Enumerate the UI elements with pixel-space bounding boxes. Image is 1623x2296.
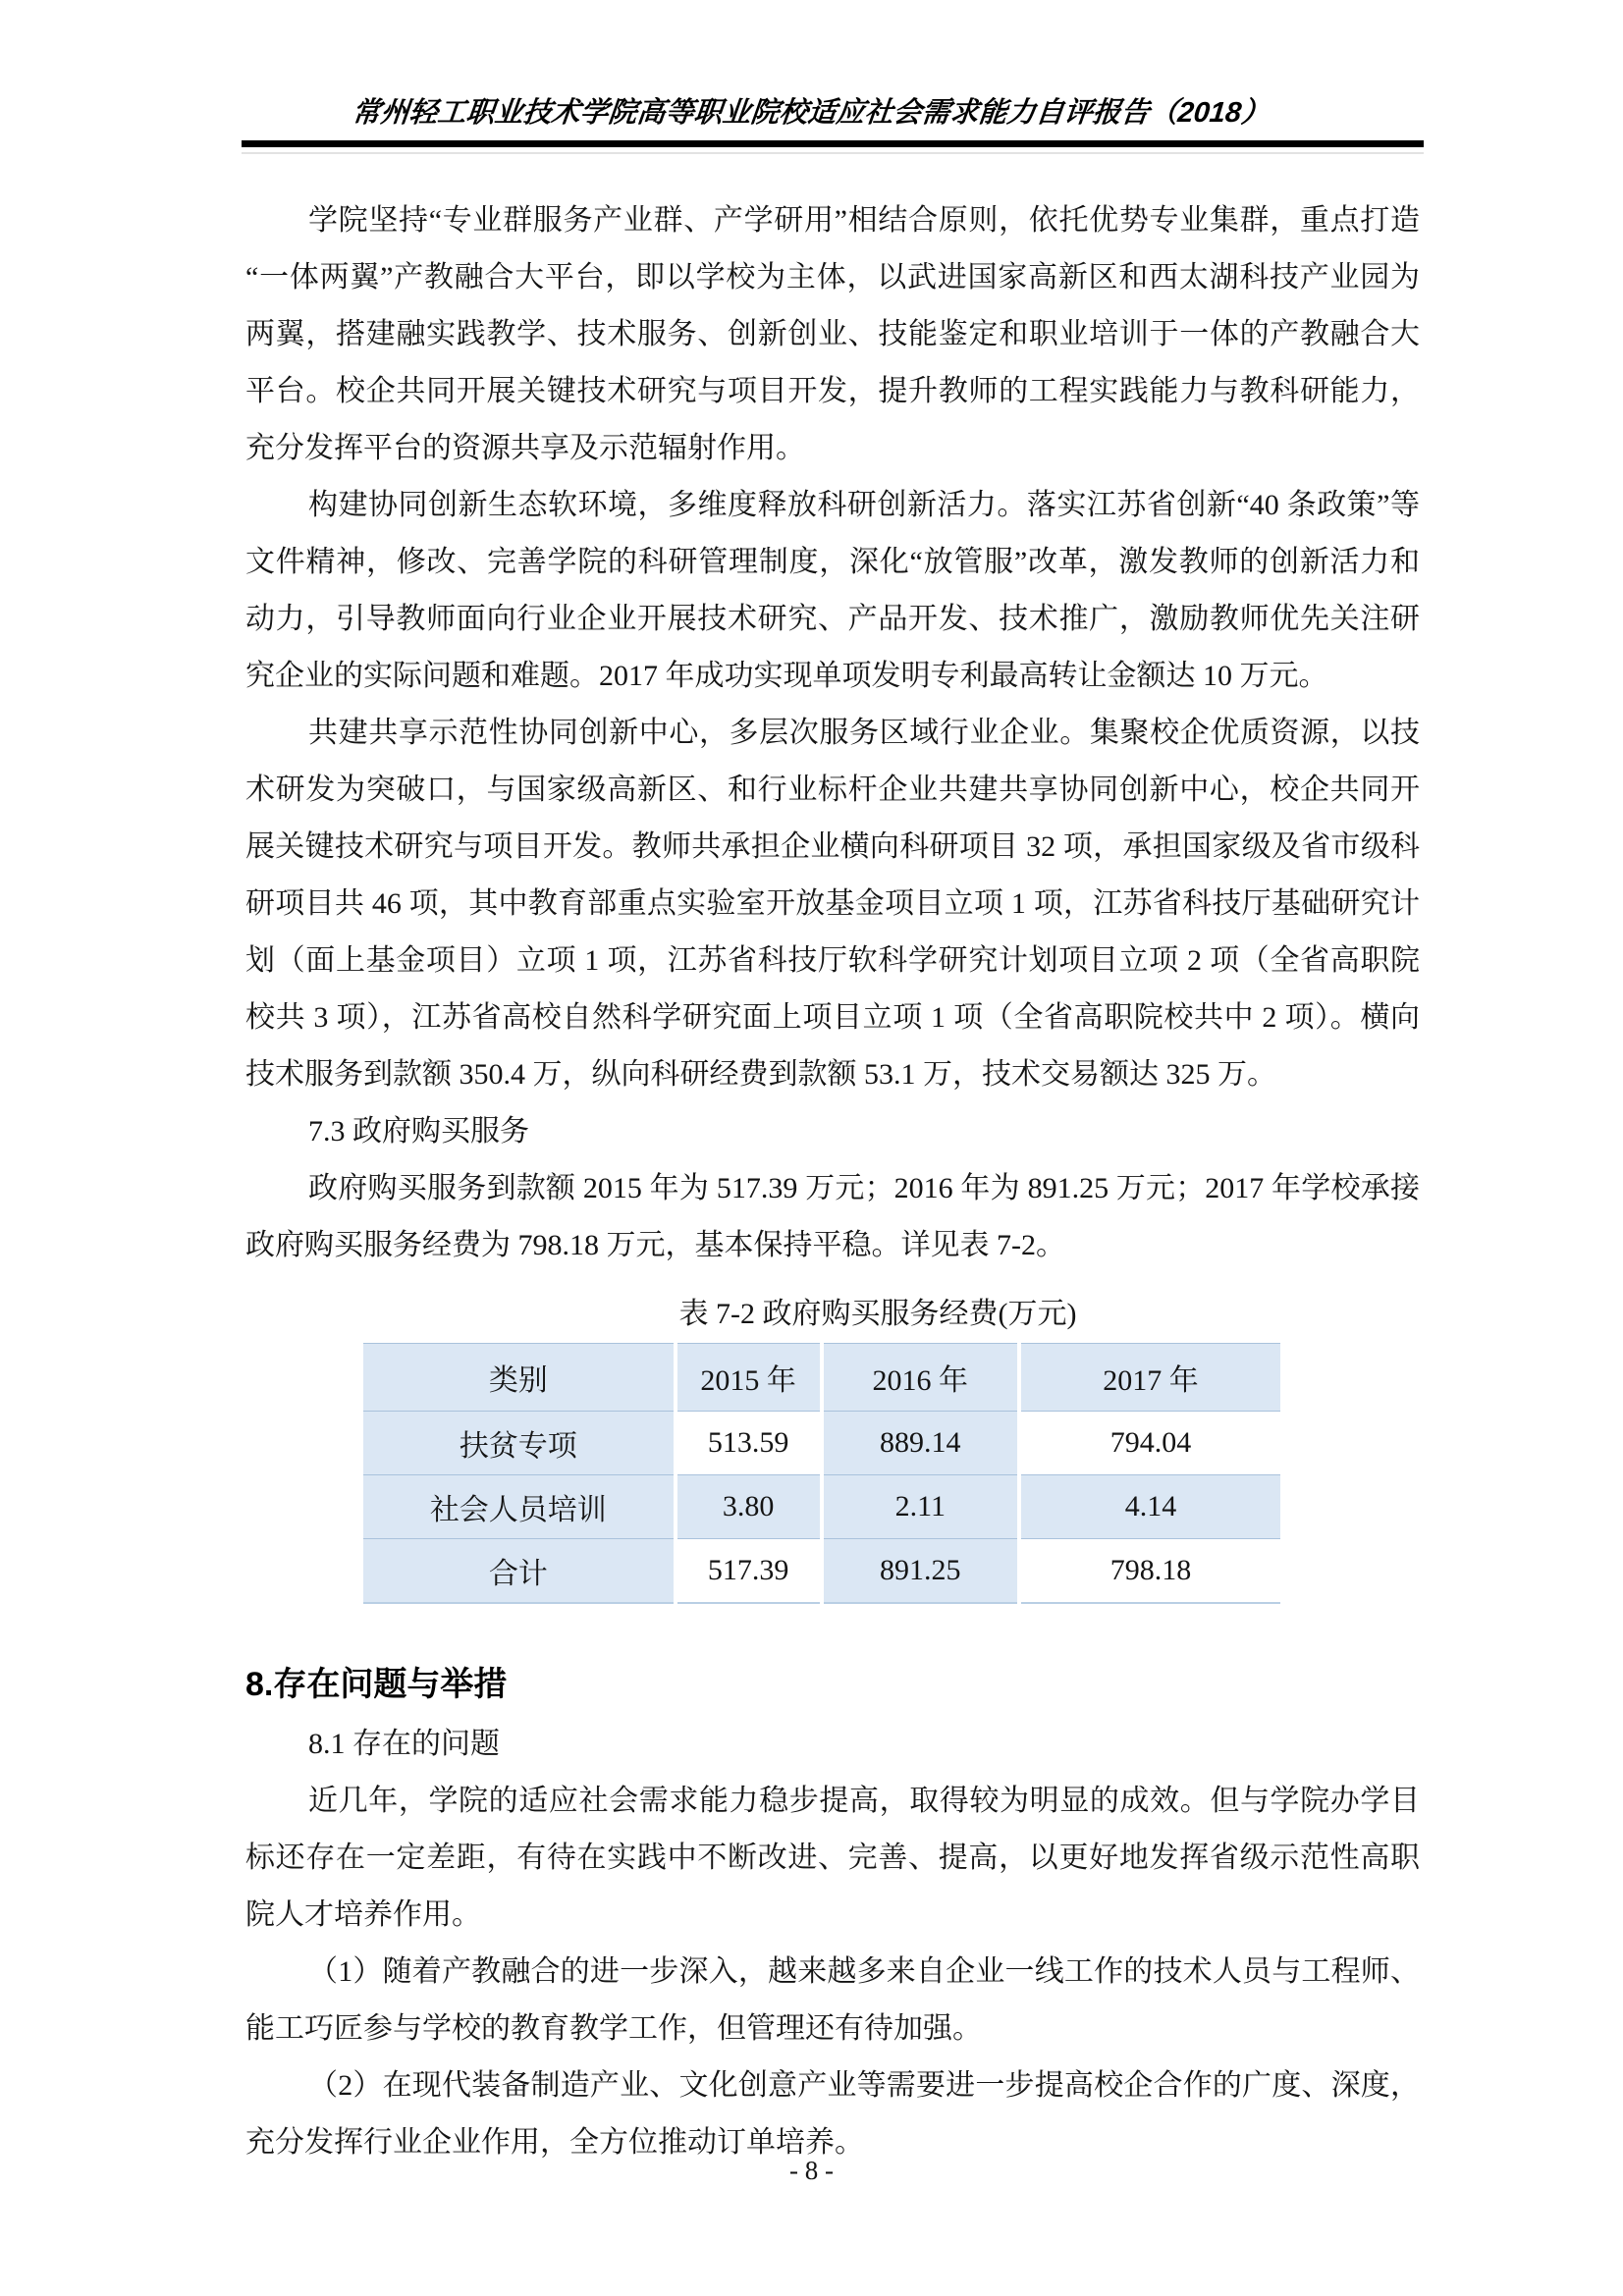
document-title: 常州轻工职业技术学院高等职业院校适应社会需求能力自评报告（2018）	[351, 97, 1272, 129]
column-header-category: 类别	[363, 1343, 674, 1411]
gov-purchase-table	[359, 1343, 1284, 1604]
page-number: - 8 -	[789, 2156, 834, 2185]
table-row-total	[363, 1538, 1280, 1604]
cell-2017: 798.18	[1021, 1538, 1280, 1604]
paragraph-gov-purchase: 政府购买服务到款额 2015 年为 517.39 万元；2016 年为 891.25 万元；2017 年学校承接政府购买服务经费为 798.18 万元，基本保持平稳。详见表 7-2。	[245, 1172, 1420, 1261]
cell-2015: 3.80	[677, 1474, 820, 1538]
table-row-poverty-relief	[363, 1411, 1280, 1474]
paragraph-innovation-env: 构建协同创新生态软环境，多维度释放科研创新活力。落实江苏省创新“40 条政策”等文件精神，修改、完善学院的科研管理制度，深化“放管服”改革，激发教师的创新活力和动力，引导教师面向行业企业开展技术研究、产品开发、技术推广，激励教师优先关注研究企业的实际问题和难题。2017 年成功实现单项发明专利最高转让金额达 10 万元。	[245, 489, 1420, 692]
paragraph-platform: 学院坚持“专业群服务产业群、产学研用”相结合原则，依托优势专业集群，重点打造“一体两翼”产教融合大平台，即以学校为主体，以武进国家高新区和西太湖科技产业园为两翼，搭建融实践教学、技术服务、创新创业、技能鉴定和职业培训于一体的产教融合大平台。校企共同开展关键技术研究与项目开发，提升教师的工程实践能力与教科研能力，充分发挥平台的资源共享及示范辐射作用。	[245, 204, 1420, 464]
cell-2016: 2.11	[824, 1474, 1018, 1538]
column-header-2017: 2017 年	[1021, 1343, 1280, 1411]
paragraph-problems-overview: 近几年，学院的适应社会需求能力稳步提高，取得较为明显的成效。但与学院办学目标还存在一定差距，有待在实践中不断改进、完善、提高，以更好地发挥省级示范性高职院人才培养作用。	[245, 1785, 1420, 1931]
cell-2017: 4.14	[1021, 1474, 1280, 1538]
table-caption: 表 7-2 政府购买服务经费(万元)	[678, 1298, 1077, 1330]
table-row-social-training	[363, 1474, 1280, 1538]
paragraph-problem-2: （2）在现代装备制造产业、文化创意产业等需要进一步提高校企合作的广度、深度，充分发挥行业企业作用，全方位推动订单培养。	[245, 2069, 1420, 2159]
cell-2016: 889.14	[824, 1411, 1018, 1474]
cell-2015: 517.39	[677, 1538, 820, 1604]
table-header-row	[363, 1343, 1280, 1411]
row-label: 扶贫专项	[363, 1411, 674, 1474]
section-8-heading: 8.存在问题与举措	[245, 1666, 508, 1703]
column-header-2016: 2016 年	[824, 1343, 1018, 1411]
paragraph-innovation-center: 共建共享示范性协同创新中心，多层次服务区域行业企业。集聚校企优质资源，以技术研发为突破口，与国家级高新区、和行业标杆企业共建共享协同创新中心，校企共同开展关键技术研究与项目开发。教师共承担企业横向科研项目 32 项，承担国家级及省市级科研项目共 46 项，其中教育部重点实验室开放基金项目立项 1 项，江苏省科技厅基础研究计划（面上基金项目）立项 1 项，江苏省科技厅软科学研究计划项目立项 2 项（全省高职院校共 3 项），江苏省高校自然科学研究面上项目立项 1 项（全省高职院校共中 2 项）。横向技术服务到款额 350.4 万，纵向科研经费到款额 53.1 万，技术交易额达 325 万。	[245, 717, 1420, 1091]
row-label: 社会人员培训	[363, 1474, 674, 1538]
page-footer	[0, 2156, 1623, 2186]
subsection-8-1-heading: 8.1 存在的问题	[308, 1728, 500, 1760]
cell-2016: 891.25	[824, 1538, 1018, 1604]
row-label: 合计	[363, 1538, 674, 1604]
paragraph-problem-1: （1）随着产教融合的进一步深入，越来越多来自企业一线工作的技术人员与工程师、能工巧匠参与学校的教育教学工作，但管理还有待加强。	[245, 1955, 1420, 2045]
header-rule-shadow	[242, 152, 1424, 154]
header-rule	[242, 140, 1424, 147]
page-body	[245, 192, 1420, 2171]
cell-2017: 794.04	[1021, 1411, 1280, 1474]
cell-2015: 513.59	[677, 1411, 820, 1474]
column-header-2015: 2015 年	[677, 1343, 820, 1411]
running-header	[0, 0, 1623, 154]
subsection-7-3-heading: 7.3 政府购买服务	[308, 1115, 529, 1148]
